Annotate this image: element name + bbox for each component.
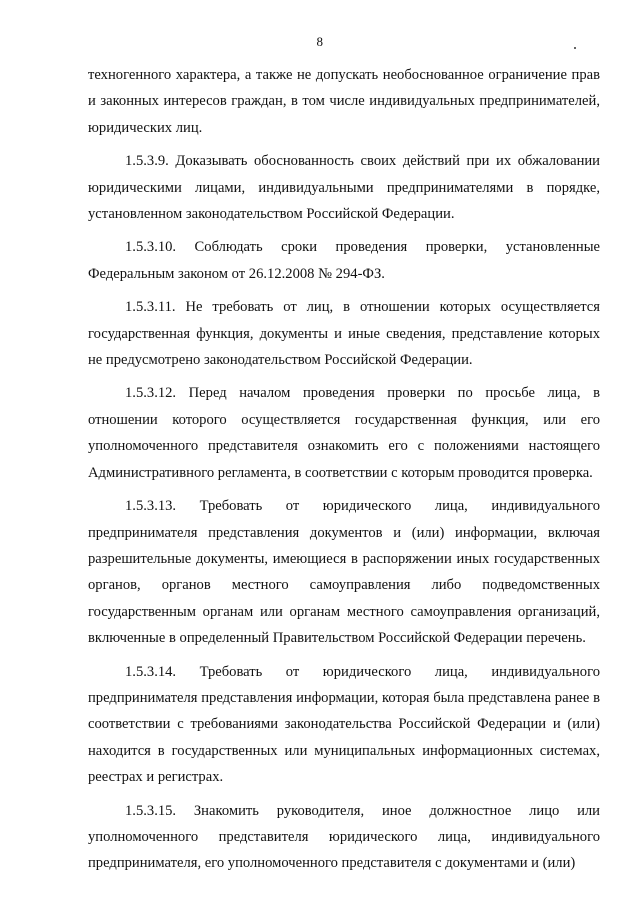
paragraph-1-5-3-14: 1.5.3.14. Требовать от юридического лица, индивидуального предпринимателя представления информации, которая была представлена ранее в соответствии с требованиями законодательства Российской Федерации и (или) находится в государственных или муниципальных информационных системах, реестрах и регистрах.: [88, 663, 600, 786]
paragraph-1-5-3-10: 1.5.3.10. Соблюдать сроки проведения проверки, установленные Федеральным законом от 26.12.2008 № 294-ФЗ.: [88, 239, 600, 282]
paragraph-1-5-3-15: 1.5.3.15. Знакомить руководителя, иное должностное лицо или уполномоченного представителя юридического лица, индивидуального предпринимателя, его уполномоченного представителя с документами и (или): [88, 802, 600, 872]
paragraph-1-5-3-9: 1.5.3.9. Доказывать обоснованность своих действий при их обжаловании юридическими лицами, индивидуальными предпринимателями в порядке, установленном законодательством Российской Федерации.: [88, 153, 600, 223]
document-body: [88, 62, 600, 884]
paragraph-continuation: техногенного характера, а также не допускать необоснованное ограничение прав и законных интересов граждан, в том числе индивидуальных предпринимателей, юридических лиц.: [88, 67, 600, 136]
paragraph-1-5-3-13: 1.5.3.13. Требовать от юридического лица, индивидуального предпринимателя представления документов и (или) информации, включая разрешительные документы, имеющиеся в распоряжении иных государственных органов, органов местного самоуправления либо подведомственных государственным органам или органам местного самоуправления организаций, включенные в определенный Правительством Российской Федерации перечень.: [88, 498, 600, 647]
paragraph-1-5-3-12: 1.5.3.12. Перед началом проведения проверки по просьбе лица, в отношении которого осуществляется государственная функция, или его уполномоченного представителя ознакомить его с положениями настоящего Административного регламента, в соответствии с которым проводится проверка.: [88, 385, 600, 481]
scan-speck: [574, 47, 576, 49]
page-number: 8: [316, 34, 324, 49]
paragraph-1-5-3-11: 1.5.3.11. Не требовать от лиц, в отношении которых осуществляется государственная функция, документы и иные сведения, представление которых не предусмотрено законодательством Российской Федерации.: [88, 299, 600, 369]
